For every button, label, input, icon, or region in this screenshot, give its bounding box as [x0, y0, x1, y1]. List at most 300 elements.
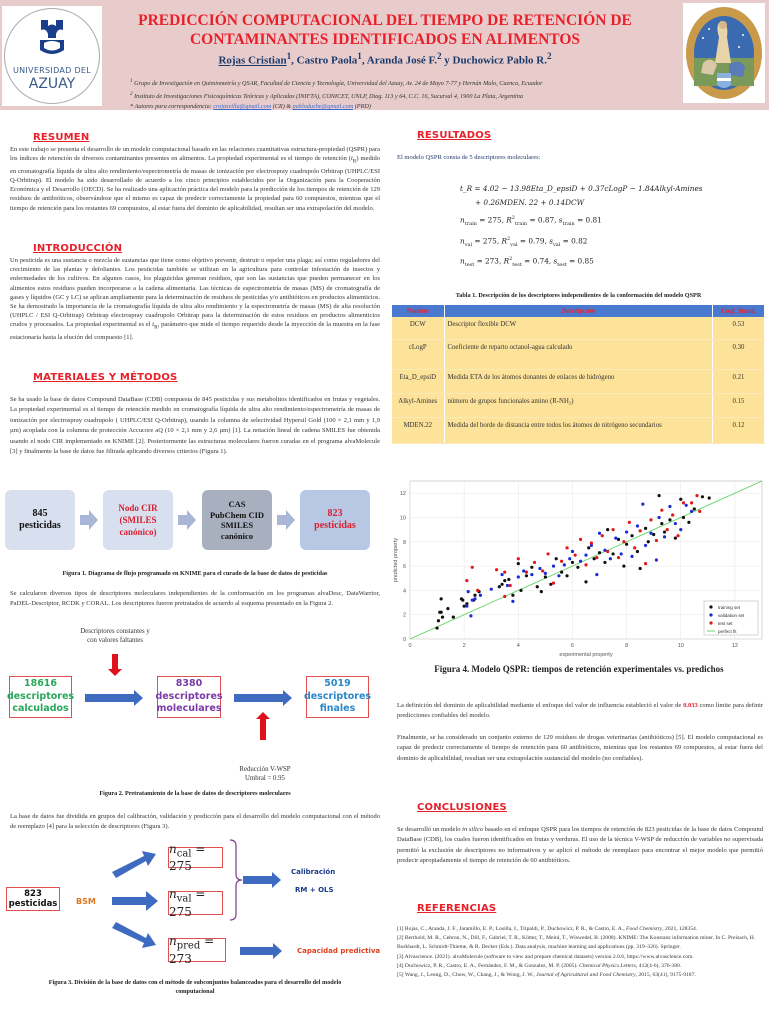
figure3-caption: [0, 978, 390, 996]
stats-val: $n_{val} = 275$, $R^2_{val} = 0.79$, $s_{val} = 0.82$: [460, 236, 588, 248]
y-tick-label: 10: [399, 515, 406, 522]
data-point-validation-set: [552, 564, 555, 567]
stat-sub: test: [557, 261, 567, 268]
data-point-validation-set: [473, 597, 476, 600]
tr-symbol: t: [350, 155, 353, 163]
figure2-top-note: [60, 627, 170, 645]
data-point-test-set: [671, 513, 674, 516]
data-point-training-set: [674, 537, 677, 540]
data-point-validation-set: [641, 502, 644, 505]
top-note-line1: Descriptores constantes y: [80, 628, 150, 635]
data-point-test-set: [579, 538, 582, 541]
data-point-test-set: [541, 569, 544, 572]
data-point-training-set: [708, 496, 711, 499]
stats-train: $n_{train} = 275$, $R^2_{train} = 0.87$, $s_{train} = 0.81$: [460, 215, 602, 227]
data-point-validation-set: [517, 575, 520, 578]
data-point-validation-set: [563, 563, 566, 566]
title-line2: CONTAMINANTES IDENTIFICADOS EN ALIMENTOS: [189, 31, 580, 48]
box-line: descriptores: [155, 690, 223, 702]
data-point-training-set: [560, 571, 563, 574]
data-point-test-set: [695, 494, 698, 497]
data-point-test-set: [590, 541, 593, 544]
bsm-label: BSM: [76, 897, 96, 906]
data-point-test-set: [601, 534, 604, 537]
email-link-prd[interactable]: pabloduche@gmail.com: [292, 103, 354, 111]
data-point-validation-set: [465, 605, 468, 608]
data-point-test-set: [628, 521, 631, 524]
cell-coef: 0.30: [713, 339, 765, 369]
n-cal-box: $n_{cal} = 275$: [168, 847, 223, 868]
data-point-test-set: [517, 557, 520, 560]
flow-box-line: pesticidas: [19, 520, 61, 531]
data-point-training-set: [639, 567, 642, 570]
intro-text-part1: Un pesticida es una sustancia o mezcla de sustancias que tiene como objetivo prevenir, destruir o repeler una plaga; así como reguladores del crecimiento de las plantas y defoliantes. Los pesticidas también se utilizan en la agricultura para controlar infestación de insectos y enfermedades de los cultivos. En algunos casos, los plaguicidas generan residuos, que son las sustancias que pueden permanecer en los alimentos estos residuos pueden incorporarse a la cadena alimentaria. Las técnicas de espectrometría de masas (MS) de cromatografía de gases y líquidos (GC y LC) se aplican ampliamente para la determinación de residuos de pesticidas y/o antibióticos en productos alimenticios. Se ha demostrado la importancia de la cromatografía líquida de ultra alto rendimiento y la espectrometría de masas (MS) de alta resolución (UHPLC / ESI Q-Orbitrap) Orbitrap electrospray cuadrupolo Orbitrap para la determinación de estos residuos en productos alimenticios crudos y procesados. La propiedad experimental es el: [10, 257, 380, 329]
materiales-text-1: Se ha usado la base de datos Compound DataBase (CDB) compuesta de 845 pesticidas y sus metabolitos identificados en frutas y vegetales. La propiedad experimental es el tiempo de retención medido en cromatografía líquida de ultra alto rendimiento/espectrometría de masas de ionización por electrospray cuadrupolo ( UHPLC/ESI Q-Orbitrap), usando la columna de selectividad Hypersil Gold (100 × 2,1 mm y 1,9 µm) acoplada con la columna de protección Accucore aQ (10 × 2,1 mm y 2,6 µm) [1]. La notación lineal de cadena SMILES fue obtenida usando el nodo CIR implementado en KNIME [2]. Posteriormente las estructuras moleculares fueron curadas en el programa alvaMolecule [3] y finalmente la base de datos fue filtrada aplicando diversos criterios (Figura 1).: [10, 396, 380, 456]
affiliations: [130, 76, 543, 112]
y-tick-label: 4: [402, 588, 406, 595]
stat-n: 275: [487, 215, 502, 225]
data-point-test-set: [682, 501, 685, 504]
data-point-training-set: [611, 552, 614, 555]
cell-desc: Medida ETA de los átomos donantes de enlaces de hidrógeno: [444, 369, 713, 393]
affiliation-2: $^2$ Instituto de Investigaciones Fisicoquímicas Teóricas y Aplicadas (INIFTA), CONICET, UNLP, Diag. 113 y 64, C.C. 16, Sucursal 4, 1900 La Plata, Argentina: [130, 91, 523, 101]
data-point-validation-set: [685, 504, 688, 507]
unlp-seal-logo: [683, 3, 765, 103]
data-point-validation-set: [630, 555, 633, 558]
x-tick-label: 4: [516, 643, 520, 649]
concl-italic: in silico: [462, 826, 483, 833]
data-point-test-set: [666, 528, 669, 531]
data-point-training-set: [625, 543, 628, 546]
data-point-validation-set: [511, 600, 514, 603]
legend-label: validation set: [718, 612, 745, 618]
resumen-text-part2: ) medido en cromatografía líquida de ultra alto rendimiento/espectrometría de masas de ionización por electrospray cuadrupolo Orbitrap (UHPLC/ESI Q-Orbitrap). El modelo ha sido desarrollado de acuerdo a los cinco principios establecidos por la Organización para la Cooperación Económica y el Desarrollo (OECD). Se ha realizado una aplicación práctica del modelo para la predicción de los tiempos de retención de 129 residuos de antibióticos, observándose que el mismo es capaz de predecir correctamente la propiedad para 60 compuestos, mientras que el tiempo de retención para los restantes 69 compuestos, al estar fuera del dominio de aplicabilidad, resultan ser una extrapolación del modelo.: [10, 155, 380, 212]
email-link-cr[interactable]: crojasvilla@gmail.com: [213, 103, 272, 111]
data-point-test-set: [533, 561, 536, 564]
tr-symbol-sub: R: [154, 324, 158, 331]
n-val-sub: val: [176, 893, 192, 905]
data-point-validation-set: [663, 535, 666, 538]
data-point-training-set: [660, 522, 663, 525]
data-point-training-set: [498, 585, 501, 588]
data-point-training-set: [693, 507, 696, 510]
data-point-training-set: [576, 566, 579, 569]
x-tick-label: 0: [408, 643, 412, 649]
red-arrow-down-icon: [112, 654, 118, 670]
data-point-training-set: [622, 564, 625, 567]
table-row: [392, 393, 765, 417]
flow-box-line: 845: [32, 508, 48, 519]
cell-desc: número de grupos funcionales amino (R-NH₂): [444, 393, 713, 417]
data-point-training-set: [530, 566, 533, 569]
box-line: 18616: [23, 678, 58, 690]
universidad-azuay-logo: [2, 6, 102, 106]
legend-label: perfect fit: [718, 628, 737, 634]
data-point-test-set: [644, 562, 647, 565]
calibracion-label: Calibración: [291, 868, 336, 876]
equation-line2: + 0.26MDEN. 22 + 0.14DCW: [475, 198, 585, 207]
para1-text: La definición del dominio de aplicabilidad mediante el enfoque del valor de influencia estableció el valor de: [397, 702, 684, 709]
flow-box-line: canónico: [220, 530, 254, 541]
data-point-validation-set: [530, 573, 533, 576]
flow-box-823: [300, 490, 370, 550]
author-name: Castro Paola: [296, 54, 358, 67]
data-point-validation-set: [609, 557, 612, 560]
descriptor-box-moleculares: [157, 676, 221, 718]
section-title-referencias: REFERENCIAS: [417, 903, 497, 914]
data-point-validation-set: [557, 574, 560, 577]
flow-box-line: canónico): [119, 527, 157, 537]
descriptor-table: [392, 305, 765, 444]
data-point-test-set: [552, 581, 555, 584]
legend-label: test set: [718, 620, 733, 626]
data-point-validation-set: [571, 550, 574, 553]
stat-n: 273: [485, 256, 499, 266]
data-point-test-set: [503, 595, 506, 598]
capacidad-label: Capacidad predictiva: [297, 947, 381, 955]
logo-text-line2: AZUAY: [28, 76, 76, 92]
table-row: [392, 317, 765, 339]
data-point-training-set: [682, 516, 685, 519]
legend-label: training set: [718, 604, 741, 610]
ref-text-end: , 412(4-6), 376-380.: [635, 962, 682, 969]
figure2-caption: Figura 2. Pretratamiento de la base de datos de descriptores moleculares: [99, 790, 291, 797]
introduccion-text: [10, 256, 380, 342]
author-name: Aranda José F.: [366, 54, 437, 67]
data-point-validation-set: [500, 573, 503, 576]
stat-sub: val: [464, 241, 473, 248]
data-point-validation-set: [655, 558, 658, 561]
data-point-training-set: [511, 594, 514, 597]
data-point-validation-set: [636, 524, 639, 527]
data-point-training-set: [663, 530, 666, 533]
data-point-test-set: [633, 546, 636, 549]
resultados-intro: El modelo QSPR consta de 5 descriptores moleculares:: [397, 154, 541, 161]
descriptor-box-finales: [303, 676, 372, 718]
reference-item: [397, 953, 763, 962]
data-point-validation-set: [674, 522, 677, 525]
x-tick-label: 8: [625, 643, 629, 649]
data-point-training-set: [519, 589, 522, 592]
data-point-test-set: [622, 540, 625, 543]
section-title-conclusiones: CONCLUSIONES: [417, 802, 507, 813]
start-box-823: [6, 887, 60, 911]
flow-box-nodo-cir: [103, 490, 173, 550]
y-axis-label: predicted property: [393, 537, 399, 583]
legend-swatch: [709, 605, 712, 608]
data-point-training-set: [598, 551, 601, 554]
data-point-test-set: [584, 563, 587, 566]
stat-sub: test: [512, 261, 522, 268]
data-point-validation-set: [538, 567, 541, 570]
data-point-test-set: [639, 529, 642, 532]
email1-suffix: (CR) &: [271, 103, 293, 111]
azuay-emblem-icon: [38, 18, 66, 64]
box-line: moleculares: [156, 703, 222, 715]
data-point-training-set: [437, 619, 440, 622]
cell-name: cLogP: [392, 339, 444, 369]
stat-s: 0.82: [571, 236, 588, 246]
data-point-test-set: [546, 552, 549, 555]
data-point-training-set: [606, 528, 609, 531]
stat-sub: train: [562, 220, 575, 227]
cell-coef: 0.12: [713, 417, 765, 443]
tr-symbol-sub: R: [352, 158, 357, 165]
tr-symbol: t: [152, 321, 155, 329]
table-row: [392, 339, 765, 369]
red-arrow-up-icon: [260, 718, 266, 740]
data-point-training-set: [525, 574, 528, 577]
reference-item: [397, 925, 763, 934]
n-cal-sub: cal: [176, 848, 192, 860]
section-title-materiales: MATERIALES Y MÉTODOS: [33, 372, 178, 383]
data-point-test-set: [471, 566, 474, 569]
data-point-training-set: [701, 495, 704, 498]
materiales-text-3: La base de datos fue dividida en grupos del calibración, validación y predicción para el desarrollo del modelo computacional con el método de reemplazo [4] para la selección de descriptores (Figura 3).: [10, 813, 380, 831]
author-affil-sup: 2: [546, 51, 552, 61]
x-tick-label: 6: [570, 643, 574, 649]
data-point-validation-set: [668, 505, 671, 508]
data-point-training-set: [473, 594, 476, 597]
flow-box-line: Nodo CIR: [118, 503, 158, 513]
data-point-validation-set: [644, 544, 647, 547]
data-point-validation-set: [467, 590, 470, 593]
ref-journal: Chemical Physics Letters: [579, 962, 636, 969]
concl-text-2: basado en el enfoque QSPR para los tiempos de retención de 823 pesticidas de la base de datos Compound DataBase (CDB), los cuales fueron identificados en frutas y verduras. El uso de la técnica V-WSP de reducción de variables no supervisada permitió la exclusión de descriptores no informativos y se aplicó el método de reemplazo para encontrar el mejor modelo que permitió predecir apropiadamente el tiempo de retención de 60 antibióticos.: [397, 826, 763, 865]
data-point-validation-set: [544, 572, 547, 575]
data-point-test-set: [595, 556, 598, 559]
cell-coef: 0.21: [713, 369, 765, 393]
cell-name: Eta_D_epsiD: [392, 369, 444, 393]
affiliation-1: $^1$ Grupo de Investigación en Quimiometría y QSAR, Facultad de Ciencia y Tecnología, Universidad del Azuay, Av. 24 de Mayo 7-77 y Hernán Malo, Cuenca, Ecuador: [130, 78, 543, 88]
resultados-para1: [397, 701, 763, 722]
table-row: [392, 417, 765, 443]
section-title-introduccion: INTRODUCCIÓN: [33, 243, 123, 254]
data-point-test-set: [509, 584, 512, 587]
data-point-training-set: [668, 518, 671, 521]
data-point-training-set: [679, 498, 682, 501]
poster-title: [120, 11, 650, 49]
n-pred-sub: pred: [176, 940, 201, 952]
flow-box-line: CAS: [228, 499, 246, 509]
ref-text: [4] Duchowicz, P. R., Castro, E. A., Fernández, F. M., & Gonzalez, M. P. (2005).: [397, 962, 580, 969]
cell-name: DCW: [392, 317, 444, 339]
data-point-training-set: [540, 590, 543, 593]
data-point-training-set: [440, 597, 443, 600]
resumen-text: [10, 145, 380, 213]
top-note-line2: con valores faltantes: [87, 637, 143, 644]
box-line: pesticidas: [8, 899, 58, 909]
intro-text-part2: , parámetro que mide el tiempo requerido desde la inyección de la muestra en la fase estacionaria hasta la elución del compuesto [1].: [10, 321, 380, 341]
data-point-training-set: [441, 616, 444, 619]
stat-r2: 0.74: [532, 256, 549, 266]
y-tick-label: 6: [402, 564, 406, 571]
ref-text-end: , 2015, 63(41), 9175-9187.: [635, 972, 696, 979]
affiliation-2-text: Instituto de Investigaciones Fisicoquímicas Teóricas y Aplicadas (INIFTA), CONICET, UNLP, Diag. 113 y 64, C.C. 16, Sucursal 4, 1900 La Plata, Argentina: [134, 93, 523, 101]
x-tick-label: 12: [731, 643, 738, 649]
poster-header: [0, 0, 769, 110]
y-tick-label: 8: [402, 539, 406, 546]
data-point-test-set: [503, 571, 506, 574]
title-line1: PREDICCIÓN COMPUTACIONAL DEL TIEMPO DE RETENCIÓN DE: [138, 12, 632, 29]
cell-coef: 0.15: [713, 393, 765, 417]
stat-s: 0.81: [585, 215, 602, 225]
data-point-training-set: [603, 561, 606, 564]
data-point-validation-set: [649, 532, 652, 535]
data-point-test-set: [525, 571, 528, 574]
data-point-test-set: [660, 509, 663, 512]
ref-journal: Journal of Agricultural and Food Chemistry: [536, 972, 636, 979]
resultados-para2: Finalmente, se ha considerado un conjunto externo de 129 residuos de drogas veterinarias (antibióticos) [5]. El modelo computacional es capaz de predecir correctamente el tiempo de retención para 60 antibióticos, mientras que los restantes 69 compuestos, al estar fuera del dominio de aplicabilidad, resultan ser una extrapolación sustancial del modelo (no confiables).: [397, 734, 763, 762]
data-point-training-set: [587, 546, 590, 549]
n-val-box: $n_{val} = 275$: [168, 891, 223, 915]
data-point-training-set: [555, 557, 558, 560]
data-point-training-set: [517, 562, 520, 565]
data-point-validation-set: [658, 516, 661, 519]
cell-desc: Medida del borde de distancia entre todos los átomos de nitrógeno secundarios: [444, 417, 713, 443]
caption-line1: Figura 3. División de la base de datos con el método de subconjuntos balanceados para el desarrollo del modelo: [48, 979, 342, 986]
caption-line2: computacional: [175, 988, 215, 995]
data-point-test-set: [465, 579, 468, 582]
box-line: descriptores: [303, 690, 372, 702]
data-point-training-set: [636, 550, 639, 553]
stat-r2: 0.87: [537, 215, 555, 225]
data-point-test-set: [611, 528, 614, 531]
ref-text-end: , 2021, 128354.: [662, 926, 698, 932]
data-point-test-set: [676, 534, 679, 537]
y-tick-label: 0: [402, 637, 406, 643]
cell-name: MDEN.22: [392, 417, 444, 443]
data-point-training-set: [647, 540, 650, 543]
x-tick-label: 10: [677, 643, 684, 649]
stats-test: $n_{test} = 273$, $R^2_{test} = 0.74$, $s_{test} = 0.85$: [460, 256, 594, 268]
ref-text: [3] Alvascience. (2021). alvaMolecule (software to view and prepare chemical datasets) version 2.0.6, https://www.alvascience.com.: [397, 953, 694, 960]
flow-box-line: pesticidas: [314, 520, 356, 531]
author-sep: y: [441, 54, 453, 67]
para1-text-end: como límite para definir predicciones confiables del modelo.: [397, 702, 763, 720]
section-title-resumen: RESUMEN: [33, 132, 90, 143]
rm-ols-label: RM + OLS: [295, 886, 334, 894]
table-header-row: [392, 305, 765, 317]
stat-sub: train: [514, 220, 528, 227]
data-point-training-set: [571, 561, 574, 564]
correspondence: [130, 102, 543, 112]
ref-text: [2] Berthold, M. R., Cebron, N., Dill, F., Gabriel, T. R., Kötter, T., Meinl, T., Wiswedel, B. (2008). KNIME: The Konstanz information miner. In C. Preisach, H. Burkhardt, L. Schmidt-Thieme, & R. Decker (Eds.). Data analysis, machine learning and applications (pp. 319–326). Springer.: [397, 935, 756, 951]
header-coef: Coef. Stand.: [713, 305, 765, 317]
legend-swatch: [709, 621, 712, 624]
header-descripcion: Descripción: [444, 305, 713, 317]
y-tick-label: 2: [402, 612, 406, 619]
figure1-caption: Figura 1. Diagrama de flujo programado en KNIME para el curado de la base de datos de pesticidas: [62, 570, 328, 577]
data-point-training-set: [584, 580, 587, 583]
n-cal-value: = 275: [169, 841, 206, 874]
data-point-validation-set: [690, 510, 693, 513]
materiales-text-2: Se calcularon diversos tipos de descriptores moleculares independientes de la conformación en los programas alvaDesc, DataWarrior, PaDEL-Descriptor, RCDK y CORAL. Los descriptores fueron pretratados de acuerdo al esquema presentado en la Figura 2.: [10, 590, 380, 608]
data-point-validation-set: [584, 554, 587, 557]
data-point-training-set: [536, 585, 539, 588]
box-line: 8380: [175, 678, 203, 690]
cell-desc: Coeficiente de reparto octanol-agua calculado: [444, 339, 713, 369]
data-point-validation-set: [679, 528, 682, 531]
data-point-validation-set: [469, 614, 472, 617]
data-point-validation-set: [598, 532, 601, 535]
data-point-validation-set: [568, 557, 571, 560]
split-arrows-icon: [108, 840, 168, 970]
box-line: descriptores: [6, 690, 75, 702]
reference-list: [397, 925, 763, 980]
data-point-training-set: [446, 607, 449, 610]
flow-box-line: 823: [327, 508, 343, 519]
author-affil-sup: 1: [286, 51, 292, 61]
data-point-training-set: [658, 494, 661, 497]
data-point-test-set: [649, 518, 652, 521]
flow-box-845: [5, 490, 75, 550]
cell-desc: Descriptor flexible DCW: [444, 317, 713, 339]
conclusiones-text: [397, 825, 763, 867]
scatter-chart: [392, 475, 766, 660]
data-point-test-set: [495, 568, 498, 571]
bottom-note-line2: Umbral = 0.95: [245, 775, 285, 782]
section-title-resultados: RESULTADOS: [417, 130, 492, 141]
data-point-training-set: [461, 599, 464, 602]
y-tick-label: 12: [399, 491, 406, 498]
data-point-training-set: [687, 521, 690, 524]
concl-text-1: Se desarrolló un modelo: [397, 826, 463, 833]
cell-coef: 0.53: [713, 317, 765, 339]
stat-r2: 0.79: [528, 236, 545, 246]
legend-swatch: [709, 613, 712, 616]
unlp-seal-icon: [683, 3, 765, 103]
flow-box-line: SMILES: [220, 520, 254, 530]
data-point-training-set: [644, 527, 647, 530]
data-point-training-set: [500, 583, 503, 586]
n-val-value: = 275: [169, 887, 206, 919]
email2-suffix: (PRD): [353, 103, 371, 111]
affiliation-1-text: Grupo de Investigación en Quimiometría y QSAR, Facultad de Ciencia y Tecnología, Universidad del Azuay, Av. 24 de Mayo 7-77 y Hernán Malo, Cuenca, Ecuador: [134, 80, 543, 88]
stat-sub: val: [510, 241, 518, 248]
flow-box-line: PubChem CID: [209, 509, 265, 520]
data-point-validation-set: [579, 560, 582, 563]
box-line: 823: [24, 889, 42, 899]
data-point-validation-set: [595, 573, 598, 576]
blue-arrow-icon: [243, 876, 273, 884]
blue-arrow-icon: [234, 694, 284, 702]
author-sep: ,: [291, 54, 297, 67]
resumen-text-part1: En este trabajo se presenta el desarrollo de un modelo computacional basado en las relaciones cuantitativas estructura-propiedad (QSPR) para los índices de retención de diversos contaminantes presentes en alimentos. La propiedad experimental es el tiempo de retención (: [10, 146, 380, 163]
data-point-test-set: [690, 501, 693, 504]
figure4-caption: Figura 4. Modelo QSPR: tiempos de retención experimentales vs. predichos: [434, 664, 724, 674]
box-line: calculados: [12, 703, 69, 715]
data-point-test-set: [476, 589, 479, 592]
header-nombre: Nombre: [392, 305, 444, 317]
stat-sub: test: [464, 261, 475, 268]
data-point-training-set: [544, 575, 547, 578]
data-point-validation-set: [614, 537, 617, 540]
author-affil-sup: 2: [436, 51, 442, 61]
x-tick-label: 2: [462, 643, 466, 649]
x-axis-label: experimental property: [559, 652, 613, 658]
data-point-test-set: [655, 539, 658, 542]
data-point-test-set: [565, 546, 568, 549]
reference-item: [397, 934, 763, 952]
data-point-test-set: [560, 560, 563, 563]
reference-item: [397, 971, 763, 980]
figure2-bottom-note: [220, 765, 310, 783]
equation-line1: t_R = 4.02 − 13.98Eta_D_epsiD + 0.37cLogP − 1.84Alkyl-Amines: [460, 184, 703, 193]
data-point-training-set: [630, 534, 633, 537]
stat-sub: train: [464, 220, 477, 227]
data-point-validation-set: [625, 530, 628, 533]
